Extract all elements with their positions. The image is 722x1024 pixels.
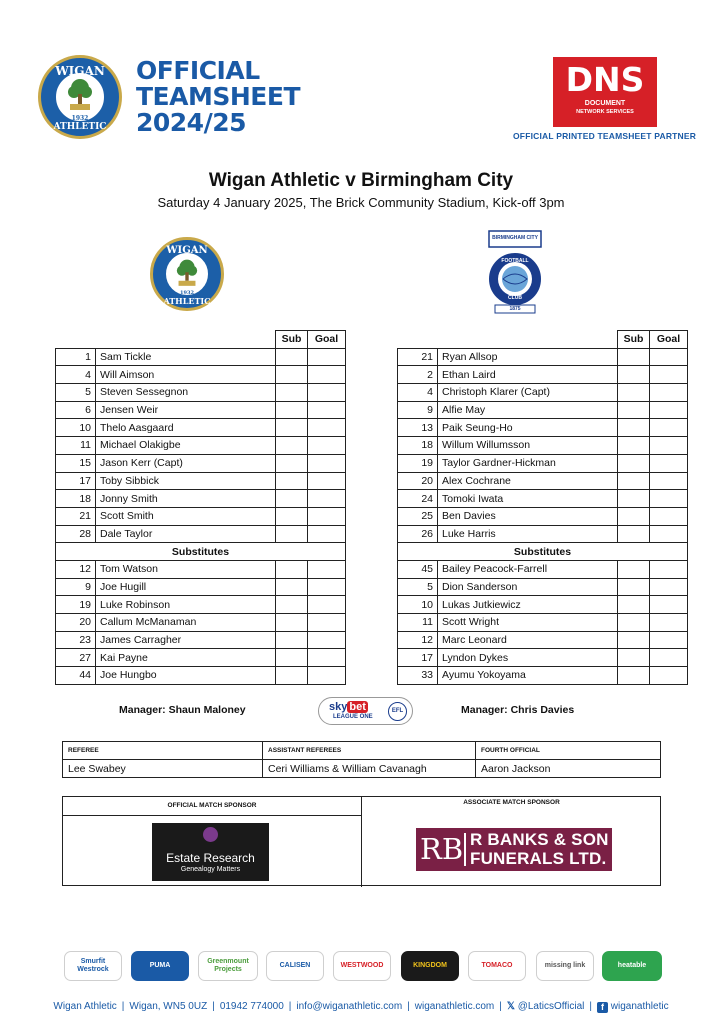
home-crest-bottom-text: ATHLETIC <box>163 296 211 306</box>
footer-club: Wigan Athletic <box>53 1001 117 1012</box>
table-row <box>56 667 346 685</box>
sub-cell <box>618 472 650 490</box>
sub-cell <box>276 366 308 384</box>
table-row <box>56 348 346 366</box>
partner-logo: missing link <box>536 951 594 981</box>
away-crest-top: BIRMINGHAM CITY <box>492 235 538 241</box>
goal-cell <box>650 490 688 508</box>
footer-x-handle[interactable]: @LaticsOfficial <box>517 1001 585 1012</box>
table-row <box>398 649 688 667</box>
table-row <box>398 348 688 366</box>
key-icon <box>203 827 218 842</box>
player-name: Willum Willumsson <box>438 437 618 455</box>
footer-phone: 01942 774000 <box>219 1001 284 1012</box>
player-number: 28 <box>56 525 96 543</box>
partner-logo: Smurfit Westrock <box>64 951 122 981</box>
table-row <box>56 384 346 402</box>
sub-cell <box>618 596 650 614</box>
table-row <box>56 366 346 384</box>
table-row <box>56 401 346 419</box>
goal-cell <box>308 525 346 543</box>
table-row <box>398 614 688 632</box>
goal-cell <box>650 401 688 419</box>
title-line-1: OFFICIAL <box>136 56 260 85</box>
dns-logo-text: DNS <box>565 60 645 99</box>
away-manager: Manager: Chris Davies <box>461 704 575 716</box>
table-row <box>398 472 688 490</box>
sub-cell <box>618 348 650 366</box>
player-number: 17 <box>56 472 96 490</box>
table-row <box>398 384 688 402</box>
player-number: 21 <box>398 348 438 366</box>
dns-logo <box>553 57 657 127</box>
table-row <box>56 596 346 614</box>
goal-cell <box>650 366 688 384</box>
skybet-league-one-logo <box>318 697 413 725</box>
partner-logo: Greenmount Projects <box>198 951 258 981</box>
away-teamsheet-table <box>397 330 688 685</box>
player-name: Paik Seung-Ho <box>438 419 618 437</box>
sub-cell <box>276 437 308 455</box>
player-number: 20 <box>56 614 96 632</box>
r-banks-line-1: R BANKS & SON <box>470 830 609 849</box>
skybet-sky: sky <box>329 701 348 713</box>
goal-cell <box>308 366 346 384</box>
goal-cell <box>650 472 688 490</box>
table-row <box>56 454 346 472</box>
player-name: Marc Leonard <box>438 631 618 649</box>
player-number: 1 <box>56 348 96 366</box>
sub-cell <box>276 472 308 490</box>
globe-icon <box>485 229 545 317</box>
player-number: 12 <box>56 560 96 578</box>
wigan-crest-logo <box>38 55 122 139</box>
player-name: James Carragher <box>96 631 276 649</box>
goal-cell <box>650 348 688 366</box>
table-row <box>56 649 346 667</box>
sub-cell <box>618 631 650 649</box>
referee-label: REFEREE <box>63 742 263 760</box>
table-header-row <box>398 331 688 349</box>
goal-cell <box>308 419 346 437</box>
player-number: 18 <box>56 490 96 508</box>
player-number: 9 <box>56 578 96 596</box>
player-name: Bailey Peacock-Farrell <box>438 560 618 578</box>
sub-column-header: Sub <box>618 331 650 349</box>
table-row <box>398 596 688 614</box>
footer-website[interactable]: wiganathletic.com <box>414 1001 495 1012</box>
player-number: 13 <box>398 419 438 437</box>
goal-cell <box>650 578 688 596</box>
home-crest-top-text: WIGAN <box>166 245 208 256</box>
player-name: Michael Olakigbe <box>96 437 276 455</box>
player-name: Toby Sibbick <box>96 472 276 490</box>
player-name: Lyndon Dykes <box>438 649 618 667</box>
player-number: 11 <box>398 614 438 632</box>
table-row <box>56 437 346 455</box>
table-row <box>56 419 346 437</box>
away-crest-mid-2: CLUB <box>508 295 522 301</box>
goal-cell <box>650 667 688 685</box>
table-row <box>56 472 346 490</box>
table-row <box>398 631 688 649</box>
substitutes-header-row <box>56 543 346 561</box>
player-number: 44 <box>56 667 96 685</box>
goal-cell <box>650 649 688 667</box>
player-name: Thelo Aasgaard <box>96 419 276 437</box>
sub-cell <box>618 454 650 472</box>
tree-icon <box>67 78 93 114</box>
table-row <box>398 560 688 578</box>
table-row <box>56 614 346 632</box>
assistants-label: ASSISTANT REFEREES <box>263 742 476 760</box>
x-icon: 𝕏 <box>506 1001 515 1012</box>
table-row <box>56 578 346 596</box>
fourth-official-label: FOURTH OFFICIAL <box>476 742 661 760</box>
player-name: Ethan Laird <box>438 366 618 384</box>
goal-cell <box>650 384 688 402</box>
player-name: Steven Sessegnon <box>96 384 276 402</box>
goal-cell <box>650 419 688 437</box>
sub-cell <box>618 507 650 525</box>
table-row <box>56 507 346 525</box>
player-name: Joe Hugill <box>96 578 276 596</box>
estate-research-tagline: Genealogy Matters <box>180 866 241 873</box>
player-number: 5 <box>398 578 438 596</box>
sub-cell <box>276 454 308 472</box>
table-row <box>398 366 688 384</box>
player-number: 4 <box>398 384 438 402</box>
goal-cell <box>308 401 346 419</box>
table-row <box>56 490 346 508</box>
goal-cell <box>308 348 346 366</box>
goal-column-header: Goal <box>308 331 346 349</box>
player-name: Joe Hungbo <box>96 667 276 685</box>
goal-cell <box>308 560 346 578</box>
player-number: 17 <box>398 649 438 667</box>
goal-cell <box>308 384 346 402</box>
player-number: 10 <box>56 419 96 437</box>
table-row <box>56 560 346 578</box>
table-row <box>398 507 688 525</box>
skybet-bet: bet <box>349 701 366 713</box>
player-name: Will Aimson <box>96 366 276 384</box>
partner-logo: TOMACO <box>468 951 526 981</box>
player-name: Luke Robinson <box>96 596 276 614</box>
home-team-crest <box>150 237 224 311</box>
partner-logo: WESTWOOD <box>333 951 391 981</box>
player-number: 45 <box>398 560 438 578</box>
player-name: Ryan Allsop <box>438 348 618 366</box>
sub-cell <box>618 649 650 667</box>
player-name: Tom Watson <box>96 560 276 578</box>
player-name: Christoph Klarer (Capt) <box>438 384 618 402</box>
tree-icon <box>176 258 198 290</box>
crest-year: 1932 <box>71 115 89 122</box>
player-number: 11 <box>56 437 96 455</box>
associate-sponsor-label: ASSOCIATE MATCH SPONSOR <box>463 799 560 806</box>
goal-cell <box>650 614 688 632</box>
sub-cell <box>276 384 308 402</box>
goal-cell <box>650 454 688 472</box>
sub-cell <box>276 525 308 543</box>
table-row <box>398 437 688 455</box>
goal-cell <box>308 472 346 490</box>
player-name: Jason Kerr (Capt) <box>96 454 276 472</box>
footer-address: Wigan, WN5 0UZ <box>129 1001 208 1012</box>
player-number: 9 <box>398 401 438 419</box>
partner-logo: CALISEN <box>266 951 324 981</box>
goal-cell <box>650 507 688 525</box>
goal-cell <box>650 525 688 543</box>
goal-cell <box>650 631 688 649</box>
table-row <box>398 578 688 596</box>
goal-cell <box>650 596 688 614</box>
substitutes-header: Substitutes <box>56 543 346 561</box>
crest-bottom-text: ATHLETIC <box>53 122 107 132</box>
efl-badge: EFL <box>388 702 407 721</box>
partner-logo: KINGDOM <box>401 951 459 981</box>
sub-cell <box>276 507 308 525</box>
substitutes-header-row <box>398 543 688 561</box>
sub-cell <box>276 490 308 508</box>
sub-cell <box>276 348 308 366</box>
player-number: 26 <box>398 525 438 543</box>
sub-cell <box>276 649 308 667</box>
home-manager: Manager: Shaun Maloney <box>119 704 246 716</box>
player-number: 24 <box>398 490 438 508</box>
goal-cell <box>308 507 346 525</box>
player-name: Scott Smith <box>96 507 276 525</box>
goal-cell <box>308 490 346 508</box>
substitutes-header: Substitutes <box>398 543 688 561</box>
sub-cell <box>276 596 308 614</box>
sub-cell <box>618 419 650 437</box>
home-teamsheet-table <box>55 330 346 685</box>
player-name: Dale Taylor <box>96 525 276 543</box>
table-row <box>398 667 688 685</box>
partner-logo: PUMA <box>131 951 189 981</box>
player-name: Jonny Smith <box>96 490 276 508</box>
sub-cell <box>618 366 650 384</box>
player-name: Callum McManaman <box>96 614 276 632</box>
player-number: 20 <box>398 472 438 490</box>
assistants-names: Ceri Williams & William Cavanagh <box>263 760 476 778</box>
player-number: 15 <box>56 454 96 472</box>
player-number: 25 <box>398 507 438 525</box>
r-banks-logo <box>416 828 612 871</box>
partner-caption: OFFICIAL PRINTED TEAMSHEET PARTNER <box>513 131 697 141</box>
r-banks-line-2: FUNERALS LTD. <box>470 849 607 868</box>
dns-logo-sub-1: DOCUMENT <box>584 100 626 107</box>
away-crest-mid-1: FOOTBALL <box>501 258 529 264</box>
goal-cell <box>308 437 346 455</box>
player-number: 33 <box>398 667 438 685</box>
footer: Wigan Athletic | Wigan, WN5 0UZ | 01942 774000 | info@wiganathletic.com | wiganathletic.com | 𝕏 @LaticsOfficial | f wiganathletic <box>53 1001 669 1012</box>
sub-cell <box>618 667 650 685</box>
sub-cell <box>618 614 650 632</box>
sub-cell <box>276 667 308 685</box>
crest-top-text: WIGAN <box>55 64 105 78</box>
sub-cell <box>618 384 650 402</box>
player-name: Dion Sanderson <box>438 578 618 596</box>
away-crest-year: 1875 <box>509 306 521 312</box>
player-number: 18 <box>398 437 438 455</box>
table-row <box>56 525 346 543</box>
match-subtitle: Saturday 4 January 2025, The Brick Community Stadium, Kick-off 3pm <box>157 195 565 210</box>
player-name: Kai Payne <box>96 649 276 667</box>
table-row <box>398 401 688 419</box>
player-number: 19 <box>398 454 438 472</box>
player-name: Ben Davies <box>438 507 618 525</box>
player-name: Lukas Jutkiewicz <box>438 596 618 614</box>
goal-cell <box>650 437 688 455</box>
table-row <box>398 525 688 543</box>
officials-table <box>62 741 661 778</box>
player-name: Alfie May <box>438 401 618 419</box>
player-number: 19 <box>56 596 96 614</box>
home-crest-year: 1932 <box>180 290 194 296</box>
player-name: Tomoki Iwata <box>438 490 618 508</box>
sub-cell <box>276 401 308 419</box>
table-row <box>398 419 688 437</box>
goal-cell <box>308 667 346 685</box>
sub-cell <box>276 614 308 632</box>
dns-logo-sub-2: NETWORK SERVICES <box>576 109 634 115</box>
r-banks-monogram: RB <box>420 832 464 866</box>
title-line-2: TEAMSHEET <box>136 82 300 111</box>
away-team-crest <box>485 229 545 317</box>
sub-cell <box>618 525 650 543</box>
league-name: LEAGUE ONE <box>333 714 373 720</box>
player-number: 4 <box>56 366 96 384</box>
player-number: 23 <box>56 631 96 649</box>
sub-cell <box>276 631 308 649</box>
sub-cell <box>618 578 650 596</box>
player-number: 12 <box>398 631 438 649</box>
sub-cell <box>618 560 650 578</box>
sub-cell <box>618 437 650 455</box>
official-sponsor-label: OFFICIAL MATCH SPONSOR <box>167 802 257 809</box>
footer-email[interactable]: info@wiganathletic.com <box>296 1001 403 1012</box>
player-number: 10 <box>398 596 438 614</box>
estate-research-name: Estate Research <box>166 851 255 865</box>
table-header-row <box>56 331 346 349</box>
sub-cell <box>276 419 308 437</box>
goal-cell <box>308 614 346 632</box>
table-row <box>56 631 346 649</box>
player-name: Luke Harris <box>438 525 618 543</box>
goal-column-header: Goal <box>650 331 688 349</box>
partner-logo: heatable <box>602 951 662 981</box>
player-number: 21 <box>56 507 96 525</box>
player-number: 2 <box>398 366 438 384</box>
player-name: Ayumu Yokoyama <box>438 667 618 685</box>
title-line-3: 2024/25 <box>136 108 247 137</box>
sub-column-header: Sub <box>276 331 308 349</box>
match-title: Wigan Athletic v Birmingham City <box>208 170 514 191</box>
referee-name: Lee Swabey <box>63 760 263 778</box>
estate-research-logo <box>152 823 269 881</box>
player-name: Scott Wright <box>438 614 618 632</box>
table-row <box>398 454 688 472</box>
sub-cell <box>618 490 650 508</box>
player-number: 27 <box>56 649 96 667</box>
player-number: 6 <box>56 401 96 419</box>
player-name: Alex Cochrane <box>438 472 618 490</box>
player-name: Taylor Gardner-Hickman <box>438 454 618 472</box>
sub-cell <box>276 578 308 596</box>
sub-cell <box>276 560 308 578</box>
goal-cell <box>308 596 346 614</box>
goal-cell <box>308 578 346 596</box>
table-row <box>398 490 688 508</box>
facebook-icon: f <box>597 1002 608 1013</box>
sub-cell <box>618 401 650 419</box>
fourth-official-name: Aaron Jackson <box>476 760 661 778</box>
footer-facebook-handle[interactable]: wiganathletic <box>610 1001 669 1012</box>
teamsheet-title <box>136 58 300 136</box>
goal-cell <box>308 649 346 667</box>
goal-cell <box>308 631 346 649</box>
player-name: Jensen Weir <box>96 401 276 419</box>
player-name: Sam Tickle <box>96 348 276 366</box>
goal-cell <box>650 560 688 578</box>
goal-cell <box>308 454 346 472</box>
player-number: 5 <box>56 384 96 402</box>
